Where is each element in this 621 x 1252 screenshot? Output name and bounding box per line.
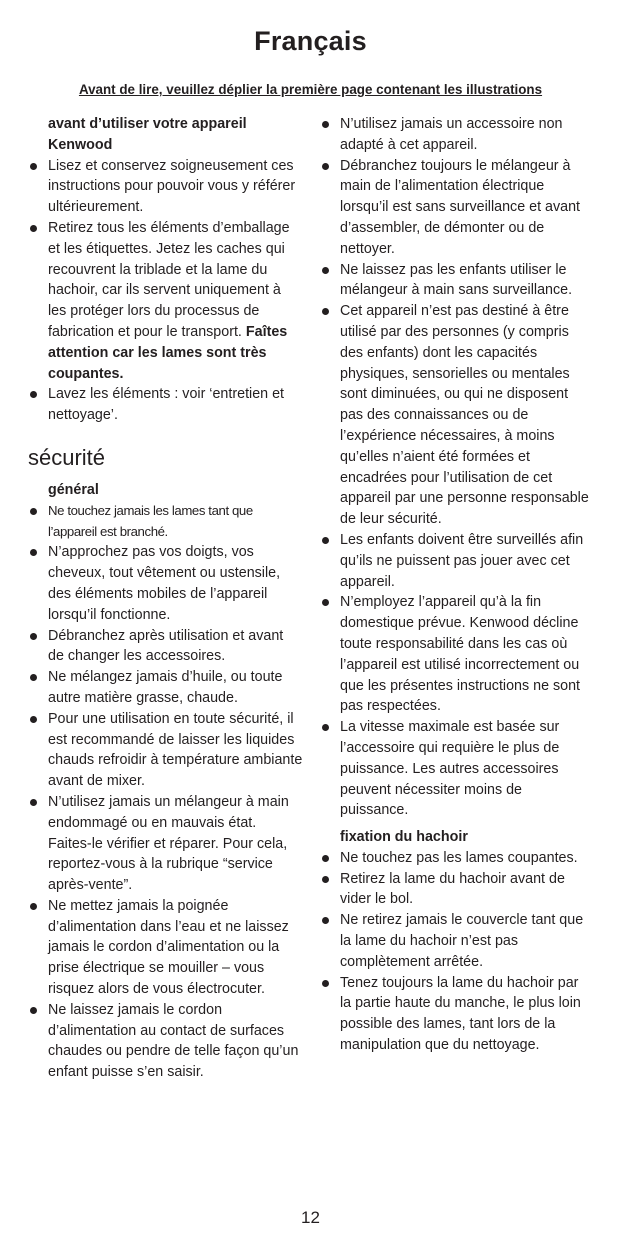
- list-item: La vitesse maximale est basée sur l’accessoire qui requière le plus de puissance. Les autres accessoires peuvent nécessiter moins de puissance.: [320, 717, 592, 821]
- left-column: [28, 114, 303, 1083]
- list-item: [28, 218, 303, 384]
- list-item-text: Retirez tous les éléments d’emballage et les étiquettes. Jetez les caches qui recouvrent la triblade et la lame du hachoir, car ils servent uniquement à les protéger lors du processus de fabrication et pour le transport.: [48, 219, 290, 340]
- list-item: Ne mélangez jamais d’huile, ou toute autre matière grasse, chaude.: [28, 667, 303, 709]
- list-item: Débranchez toujours le mélangeur à main de l’alimentation électrique lorsqu’il est sans surveillance et avant d’assembler, de démonter ou de nettoyer.: [320, 156, 592, 260]
- list-item: Les enfants doivent être surveillés afin qu’ils ne puissent pas jouer avec cet appareil.: [320, 530, 592, 592]
- chopper-list: [320, 848, 592, 1056]
- page-subtitle: Avant de lire, veuillez déplier la première page contenant les illustrations: [78, 82, 543, 97]
- list-item: N’utilisez jamais un mélangeur à main endommagé ou en mauvais état. Faites-le vérifier et réparer. Pour cela, reportez-vous à la rubrique “service après-vente”.: [28, 792, 303, 896]
- general-heading: général: [48, 481, 99, 498]
- list-item: Ne laissez jamais le cordon d’alimentation au contact de surfaces chaudes ou pendre de telle façon qu’un enfant puisse s’en saisir.: [28, 1000, 303, 1083]
- page-number: 12: [301, 1208, 320, 1227]
- right-column: [320, 114, 592, 1056]
- list-item: Ne touchez pas les lames coupantes.: [320, 848, 592, 869]
- list-item: Ne laissez pas les enfants utiliser le mélangeur à main sans surveillance.: [320, 260, 592, 302]
- list-item: Cet appareil n’est pas destiné à être utilisé par des personnes (y compris des enfants) dont les capacités physiques, sensorielles ou mentales sont diminuées, ou qui ne disposent pas des connaissances ou de l’expérience nécessaires, à moins qu’elles n’aient été formées et encadrées pour l’utilisation de cet appareil par une personne responsable de leur sécurité.: [320, 301, 592, 530]
- blade-warning: Faîtes attention car les lames sont très coupantes.: [48, 323, 288, 382]
- list-item: N’utilisez jamais un accessoire non adapté à cet appareil.: [320, 114, 592, 156]
- list-item: N’approchez pas vos doigts, vos cheveux, tout vêtement ou ustensile, des éléments mobiles de l’appareil lorsqu’il fonctionne.: [28, 542, 303, 625]
- safety-heading: sécurité: [28, 444, 106, 470]
- list-item: Tenez toujours la lame du hachoir par la partie haute du manche, le plus loin possible des lames, tant lors de la manipulation que du nettoyage.: [320, 973, 592, 1056]
- list-item: Ne touchez jamais les lames tant que l’appareil est branché.: [28, 501, 303, 543]
- list-item: Pour une utilisation en toute sécurité, il est recommandé de laisser les liquides chauds refroidir à température ambiante avant de mixer.: [28, 709, 303, 792]
- list-item: Débranchez après utilisation et avant de changer les accessoires.: [28, 626, 303, 668]
- list-item: Retirez la lame du hachoir avant de vider le bol.: [320, 869, 592, 911]
- safety-list-continued: [320, 114, 592, 821]
- general-list: [28, 501, 303, 1083]
- chopper-heading: fixation du hachoir: [340, 829, 468, 846]
- list-item: Ne mettez jamais la poignée d’alimentation dans l’eau et ne laissez jamais le cordon d’alimentation ou la prise électrique se mouiller – vous risquez alors de vous électrocuter.: [28, 896, 303, 1000]
- list-item: N’employez l’appareil qu’à la fin domestique prévue. Kenwood décline toute responsabilité dans les cas où l’appareil est utilisé incorrectement ou que les présentes instructions ne sont pas respectées.: [320, 592, 592, 717]
- before-use-list: [28, 156, 303, 426]
- page-title: Français: [254, 26, 367, 56]
- list-item: Lisez et conservez soigneusement ces instructions pour pouvoir vous y référer ultérieurement.: [28, 156, 303, 218]
- list-item: Lavez les éléments : voir ‘entretien et nettoyage’.: [28, 384, 303, 426]
- list-item: Ne retirez jamais le couvercle tant que la lame du hachoir n’est pas complètement arrêtée.: [320, 910, 592, 972]
- before-use-heading: avant d’utiliser votre appareil Kenwood: [48, 116, 247, 153]
